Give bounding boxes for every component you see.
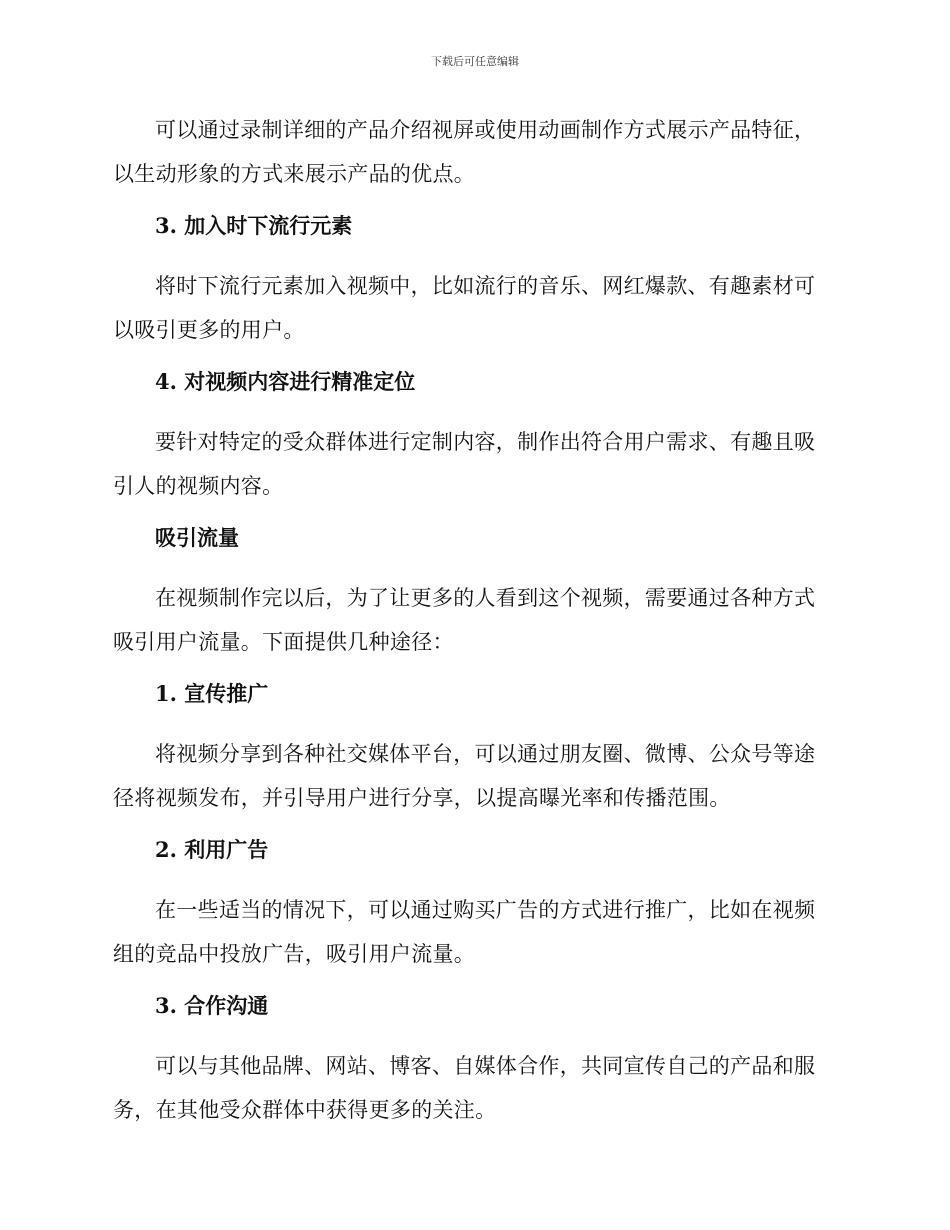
page-header: 下载后可任意编辑 (431, 55, 519, 68)
paragraph: 可以通过录制详细的产品介绍视屏或使用动画制作方式展示产品特征，以生动形象的方式来展示产品的优点。 (113, 118, 816, 186)
section-heading: 4. 对视频内容进行精准定位 (155, 369, 416, 394)
paragraph: 将视频分享到各种社交媒体平台，可以通过朋友圈、微博、公众号等途径将视频发布，并引导用户进行分享，以提高曝光率和传播范围。 (113, 742, 816, 810)
paragraph: 可以与其他品牌、网站、博客、自媒体合作，共同宣传自己的产品和服务，在其他受众群体中获得更多的关注。 (113, 1054, 816, 1122)
section-heading: 3. 加入时下流行元素 (155, 213, 353, 238)
section-heading: 吸引流量 (155, 525, 239, 550)
paragraph: 在视频制作完以后，为了让更多的人看到这个视频，需要通过各种方式吸引用户流量。下面提供几种途径： (113, 586, 816, 654)
section-heading: 1. 宣传推广 (155, 681, 269, 706)
section-heading: 3. 合作沟通 (155, 993, 269, 1018)
paragraph: 要针对特定的受众群体进行定制内容，制作出符合用户需求、有趣且吸引人的视频内容。 (113, 430, 816, 498)
paragraph: 将时下流行元素加入视频中，比如流行的音乐、网红爆款、有趣素材可以吸引更多的用户。 (113, 274, 816, 342)
paragraph: 在一些适当的情况下，可以通过购买广告的方式进行推广，比如在视频组的竞品中投放广告，吸引用户流量。 (113, 898, 816, 966)
section-heading: 2. 利用广告 (155, 837, 269, 862)
document-body (113, 108, 835, 1148)
